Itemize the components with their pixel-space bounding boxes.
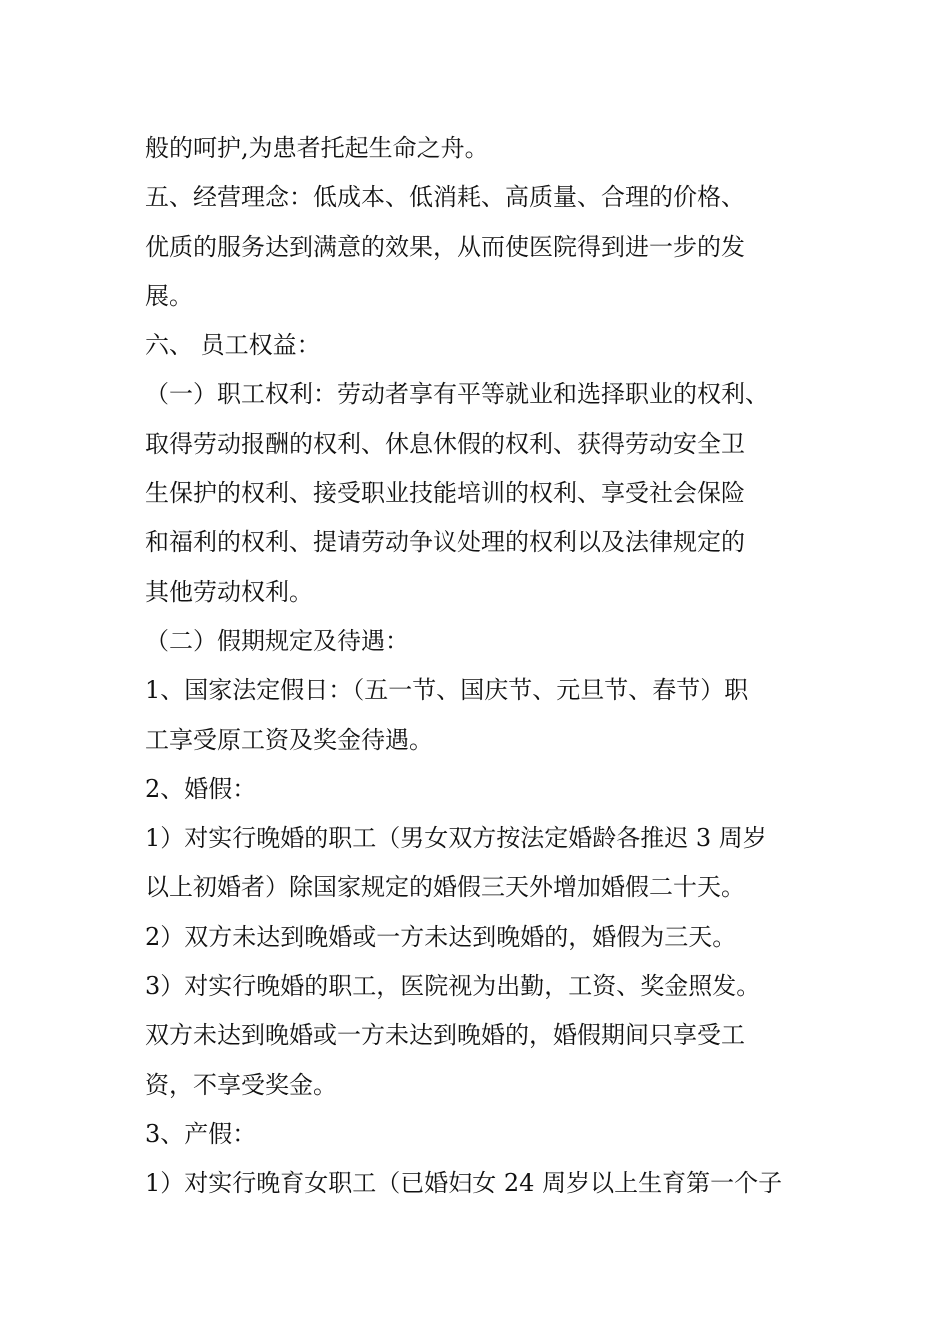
- text-line: 工享受原工资及奖金待遇。: [145, 725, 433, 754]
- item-heading: 2、婚假：: [145, 774, 257, 803]
- text-line: 和福利的权利、提请劳动争议处理的权利以及法律规定的: [145, 528, 745, 557]
- text-line: （一）职工权利：劳动者享有平等就业和选择职业的权利、: [145, 380, 769, 409]
- document-body: [145, 124, 825, 1209]
- section-heading: 六、 员工权益：: [145, 331, 321, 360]
- text-line: 取得劳动报酬的权利、休息休假的权利、获得劳动安全卫: [145, 429, 745, 458]
- text-line: 展。: [145, 281, 193, 310]
- text-line: 五、经营理念：低成本、低消耗、高质量、合理的价格、: [145, 183, 745, 212]
- text-line: 般的呵护,为患者托起生命之舟。: [145, 134, 489, 162]
- text-line: 资，不享受奖金。: [145, 1070, 337, 1099]
- text-line: 1）对实行晚婚的职工（男女双方按法定婚龄各推迟 3 周岁: [145, 824, 767, 853]
- text-line: 1、国家法定假日：（五一节、国庆节、元旦节、春节）职: [145, 676, 749, 705]
- item-heading: 3、产假：: [145, 1119, 257, 1148]
- text-line: 1）对实行晚育女职工（已婚妇女 24 周岁以上生育第一个子: [145, 1169, 783, 1198]
- text-line: 2）双方未达到晚婚或一方未达到晚婚的，婚假为三天。: [145, 922, 737, 951]
- text-line: 优质的服务达到满意的效果，从而使医院得到进一步的发: [145, 232, 745, 261]
- text-line: 生保护的权利、接受职业技能培训的权利、享受社会保险: [145, 479, 745, 508]
- text-line: 以上初婚者）除国家规定的婚假三天外增加婚假二十天。: [145, 873, 745, 902]
- text-line: 双方未达到晚婚或一方未达到晚婚的，婚假期间只享受工: [145, 1021, 745, 1050]
- subsection-heading: （二）假期规定及待遇：: [145, 626, 409, 655]
- text-line: 3）对实行晚婚的职工，医院视为出勤，工资、奖金照发。: [145, 972, 761, 1001]
- text-line: 其他劳动权利。: [145, 577, 313, 606]
